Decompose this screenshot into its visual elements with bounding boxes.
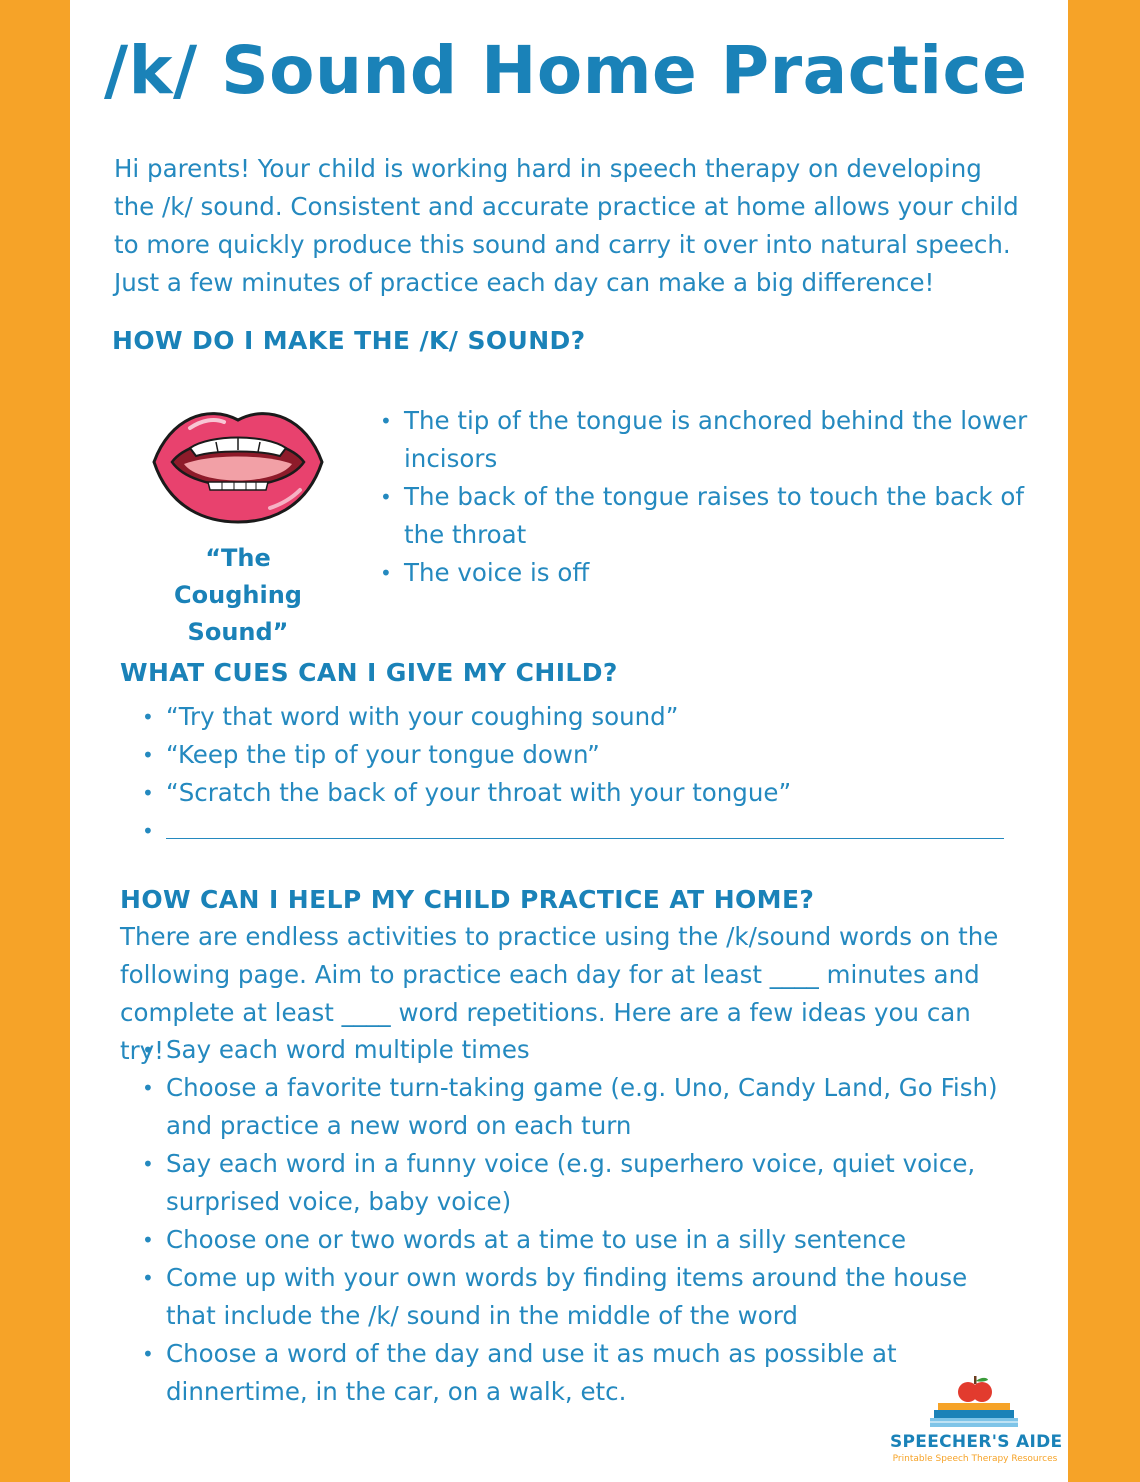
list-item: • Come up with your own words by finding items around the house that include the /k/ sound in the middle of the word — [140, 1259, 1020, 1335]
speechers-aide-logo — [890, 1376, 1063, 1472]
page-title: /k/ Sound Home Practice — [104, 32, 1028, 109]
logo-name: SPEECHER'S AIDE — [890, 1432, 1063, 1452]
mouth-illustration-icon — [150, 398, 326, 526]
logo-tagline: Printable Speech Therapy Resources — [892, 1454, 1058, 1464]
blank-write-line[interactable] — [166, 812, 1004, 839]
list-item: • Choose a word of the day and use it as much as possible at dinnertime, in the car, on a walk, etc. — [140, 1335, 1020, 1411]
list-item: • “Scratch the back of your throat with your tongue” — [140, 774, 1010, 812]
practice-ideas-list — [140, 1031, 1020, 1411]
blank-cue-item — [140, 812, 1010, 850]
worksheet-page — [70, 0, 1068, 1482]
cues-heading: WHAT CUES CAN I GIVE MY CHILD? — [120, 658, 618, 687]
make-sound-heading: HOW DO I MAKE THE /K/ SOUND? — [112, 326, 586, 355]
list-item: • “Try that word with your coughing sound” — [140, 698, 1010, 736]
list-item: • Say each word multiple times — [140, 1031, 1020, 1069]
list-item: • Choose one or two words at a time to use in a silly sentence — [140, 1221, 1020, 1259]
list-item: • “Keep the tip of your tongue down” — [140, 736, 1010, 774]
list-item: • Say each word in a funny voice (e.g. superhero voice, quiet voice, surprised voice, baby voice) — [140, 1145, 1020, 1221]
mouth-caption: “The Coughing Sound” — [174, 544, 302, 646]
make-sound-list — [378, 402, 1038, 592]
practice-heading: HOW CAN I HELP MY CHILD PRACTICE AT HOME? — [120, 885, 815, 914]
list-item: • The tip of the tongue is anchored behind the lower incisors — [378, 402, 1038, 478]
list-item: • Choose a favorite turn-taking game (e.g. Uno, Candy Land, Go Fish) and practice a new word on each turn — [140, 1069, 1020, 1145]
practice-paragraph: There are endless activities to practice using the /k/sound words on the following page. Aim to practice each day for at least ____ minutes and complete at least ____ word repetitions. Here are a few ideas you can try! — [120, 922, 999, 1065]
list-item: • The voice is off — [378, 554, 1038, 592]
list-item: • The back of the tongue raises to touch the back of the throat — [378, 478, 1038, 554]
intro-paragraph: Hi parents! Your child is working hard in speech therapy on developing the /k/ sound. Consistent and accurate practice at home allows your child to more quickly produce this sound and carry it over into natural speech. Just a few minutes of practice each day can make a big difference! — [114, 154, 1019, 297]
apple-books-logo-icon — [890, 1376, 1060, 1432]
cues-list — [140, 698, 1010, 850]
